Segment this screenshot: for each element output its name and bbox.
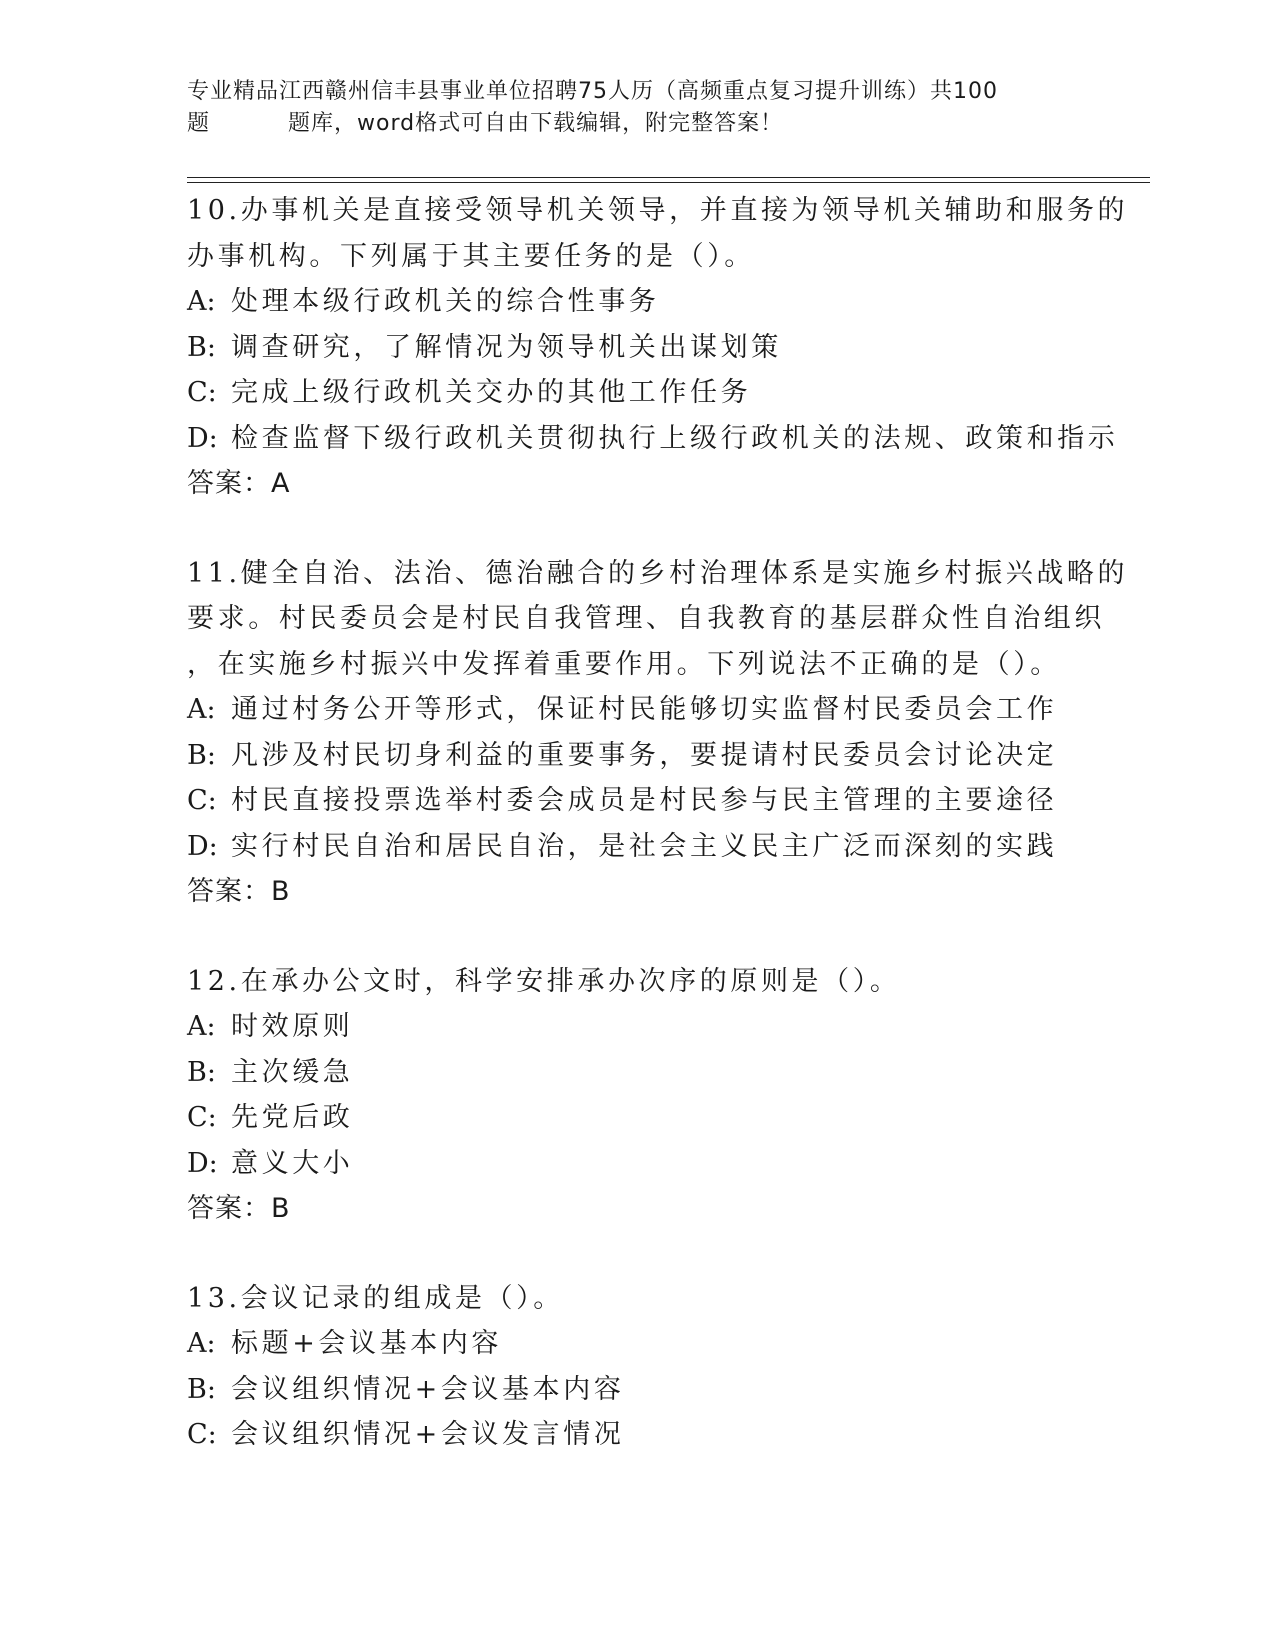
- option-text: 标题+会议基本内容: [231, 1328, 503, 1359]
- option-key: B:: [187, 1056, 216, 1088]
- answer-line: 答案：A: [187, 468, 291, 499]
- option-text: 凡涉及村民切身利益的重要事务，要提请村民委员会讨论决定: [231, 739, 1058, 771]
- header-divider-bottom: [187, 182, 1150, 183]
- answer-line: 答案：B: [187, 1193, 291, 1224]
- option-text: 村民直接投票选举村委会成员是村民参与民主管理的主要途径: [231, 785, 1058, 816]
- option-b: [187, 1050, 1087, 1096]
- option-d: [187, 824, 1087, 870]
- option-key: A:: [187, 694, 216, 725]
- question-stem-line: 办事机构。下列属于其主要任务的是（）。: [187, 240, 755, 272]
- option-key: B:: [187, 1373, 216, 1405]
- option-a: [187, 1004, 1087, 1050]
- header-divider-top: [187, 177, 1150, 178]
- option-c: [187, 778, 1087, 824]
- option-text: 主次缓急: [231, 1056, 354, 1088]
- question-stem-line: ，在实施乡村振兴中发挥着重要作用。下列说法不正确的是（）。: [187, 648, 1061, 680]
- option-text: 检查监督下级行政机关贯彻执行上级行政机关的法规、政策和指示: [231, 422, 1119, 454]
- option-key: B:: [187, 739, 216, 771]
- option-text: 处理本级行政机关的综合性事务: [231, 286, 660, 317]
- option-key: A:: [187, 286, 216, 317]
- option-c: [187, 1095, 1087, 1141]
- question-stem-line: 要求。村民委员会是村民自我管理、自我教育的基层群众性自治组织: [187, 603, 1105, 634]
- option-c: [187, 1412, 1087, 1458]
- header-subtitle-right: 题库，word格式可自由下载编辑，附完整答案！: [288, 111, 784, 136]
- option-b: [187, 733, 1087, 779]
- question-11: [187, 551, 1129, 915]
- option-key: C:: [187, 1419, 217, 1450]
- question-stem-line: 12.在承办公文时，科学安排承办次序的原则是（）。: [187, 965, 901, 997]
- option-text: 实行村民自治和居民自治，是社会主义民主广泛而深刻的实践: [231, 830, 1058, 862]
- option-text: 会议组织情况+会议基本内容: [231, 1373, 625, 1405]
- document-header: [187, 76, 1087, 140]
- option-key: A:: [187, 1011, 216, 1042]
- question-stem-line: 11.健全自治、法治、德治融合的乡村治理体系是实施乡村振兴战略的: [187, 557, 1129, 589]
- option-key: D:: [187, 830, 218, 862]
- option-b: [187, 325, 1087, 371]
- option-a: [187, 1321, 1087, 1367]
- option-key: A:: [187, 1328, 216, 1359]
- header-subtitle-left: 题: [187, 111, 211, 136]
- option-text: 完成上级行政机关交办的其他工作任务: [231, 377, 752, 408]
- option-key: D:: [187, 1147, 218, 1179]
- option-text: 调查研究，了解情况为领导机关出谋划策: [231, 331, 782, 363]
- answer-line: 答案：B: [187, 876, 291, 907]
- question-list: [187, 188, 1129, 1458]
- option-text: 先党后政: [231, 1102, 354, 1133]
- option-d: [187, 1141, 1087, 1187]
- question-10: [187, 188, 1129, 507]
- header-subtitle-line: [187, 108, 1087, 140]
- option-key: B:: [187, 331, 216, 363]
- question-12: [187, 959, 1087, 1232]
- option-key: C:: [187, 785, 217, 816]
- option-d: [187, 416, 1119, 462]
- option-text: 会议组织情况+会议发言情况: [231, 1419, 625, 1450]
- option-a: [187, 279, 1087, 325]
- option-b: [187, 1367, 1087, 1413]
- question-stem-line: 13.会议记录的组成是（）。: [187, 1282, 564, 1314]
- header-title-line: 专业精品江西赣州信丰县事业单位招聘75人历（高频重点复习提升训练）共100: [187, 79, 998, 104]
- option-key: C:: [187, 1102, 217, 1133]
- option-c: [187, 370, 1087, 416]
- option-key: C:: [187, 377, 217, 408]
- question-13: [187, 1276, 1087, 1458]
- option-key: D:: [187, 422, 218, 454]
- option-text: 意义大小: [231, 1147, 354, 1179]
- question-stem-line: 10.办事机关是直接受领导机关领导，并直接为领导机关辅助和服务的: [187, 195, 1129, 226]
- option-text: 通过村务公开等形式，保证村民能够切实监督村民委员会工作: [231, 694, 1058, 725]
- option-a: [187, 687, 1087, 733]
- option-text: 时效原则: [231, 1011, 354, 1042]
